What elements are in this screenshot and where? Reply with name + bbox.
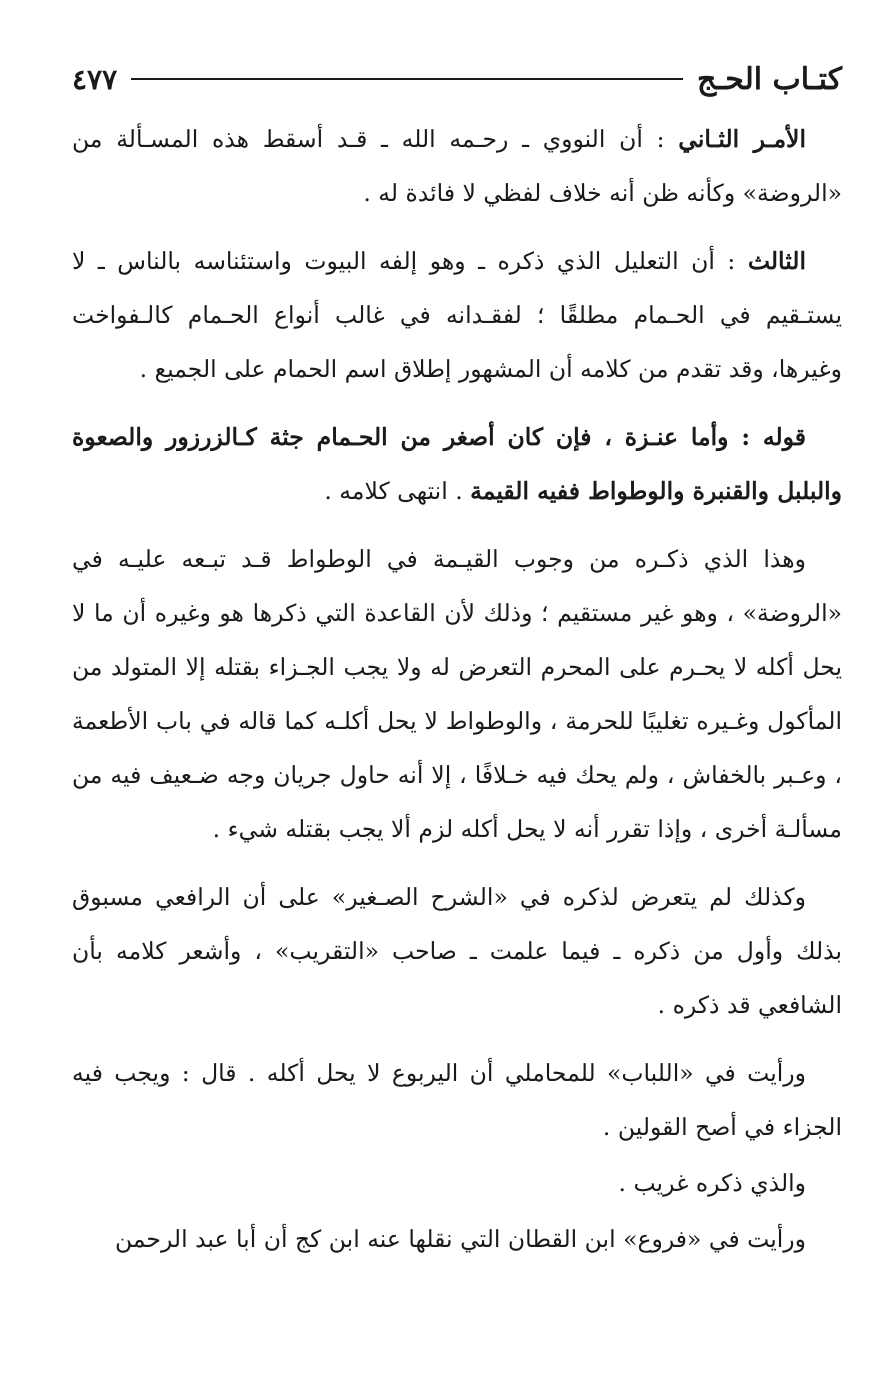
quoted-text: وأما عنـزة ، فإن كان أصغر من الحـمام جثة كـالزرزور والصعوة والبلبل والقنبرة والوطواط ففيه القيمة bbox=[72, 423, 842, 505]
paragraph-commentary bbox=[72, 532, 842, 856]
paragraph-third-matter bbox=[72, 234, 842, 396]
paragraph-lead: الأمـر الثـاني bbox=[678, 125, 806, 153]
paragraph-commentary bbox=[72, 1046, 842, 1154]
chapter-title: كتـاب الحـج bbox=[697, 61, 842, 97]
paragraph-text: والذي ذكره غريب . bbox=[618, 1169, 806, 1197]
paragraph-text: . انتهى كلامه . bbox=[324, 477, 471, 505]
paragraph-text: : أن النووي ـ رحـمه الله ـ قـد أسقط هذه المسـألة من «الروضة» وكأنه ظن أنه خلاف لفظي لا فائدة له . bbox=[72, 125, 842, 207]
paragraph-text: ورأيت في «اللباب» للمحاملي أن اليربوع لا يحل أكله . قال : ويجب فيه الجزاء في أصح القولين . bbox=[72, 1059, 842, 1141]
paragraph-commentary bbox=[72, 1212, 842, 1266]
paragraph-text: وكذلك لم يتعرض لذكره في «الشرح الصـغير» على أن الرافعي مسبوق بذلك وأول من ذكره ـ فيما علمت ـ صاحب «التقريب» ، وأشعر كلامه بأن الشافعي قد ذكره . bbox=[72, 883, 842, 1019]
page-number: ٤٧٧ bbox=[72, 62, 118, 96]
running-header bbox=[72, 56, 842, 102]
paragraph-second-matter bbox=[72, 112, 842, 220]
paragraph-text: : أن التعليل الذي ذكره ـ وهو إلفه البيوت واستئناسه بالناس ـ لا يستـقيم في الحـمام مطلقًا ؛ لفقـدانه في غالب أنواع الحـمام كالـفواخت وغيرها، وقد تقدم من كلامه أن المشهور إطلاق اسم الحمام على الجميع . bbox=[72, 247, 842, 383]
header-rule bbox=[131, 78, 683, 80]
paragraph-text: وهذا الذي ذكـره من وجوب القيـمة في الوطواط قـد تبـعه عليـه في «الروضة» ، وهو غير مستقيم ؛ وذلك لأن القاعدة التي ذكرها هو وغيره أن ما لا يحل أكله لا يحـرم على المحرم التعرض له ولا يجب الجـزاء بقتله إلا المتولد من المأكول وغـيره تغليبًا للحرمة ، والوطواط لا يحل أكلـه كما قاله في باب الأطعمة ، وعـبر بالخفاش ، ولم يحك فيه خـلافًا ، إلا أنه حاول جريان وجه ضـعيف فيه من مسألـة أخرى ، وإذا تقرر أنه لا يحل أكله لزم ألا يجب بقتله شيء . bbox=[72, 545, 842, 843]
paragraph-commentary bbox=[72, 1156, 842, 1210]
paragraph-quote bbox=[72, 410, 842, 518]
paragraph-text: ورأيت في «فروع» ابن القطان التي نقلها عنه ابن كج أن أبا عبد الرحمن bbox=[114, 1225, 806, 1253]
paragraph-lead: قوله : bbox=[741, 423, 806, 451]
book-page bbox=[72, 56, 842, 1280]
paragraph-commentary bbox=[72, 870, 842, 1032]
paragraph-lead: الثالث bbox=[747, 247, 806, 275]
